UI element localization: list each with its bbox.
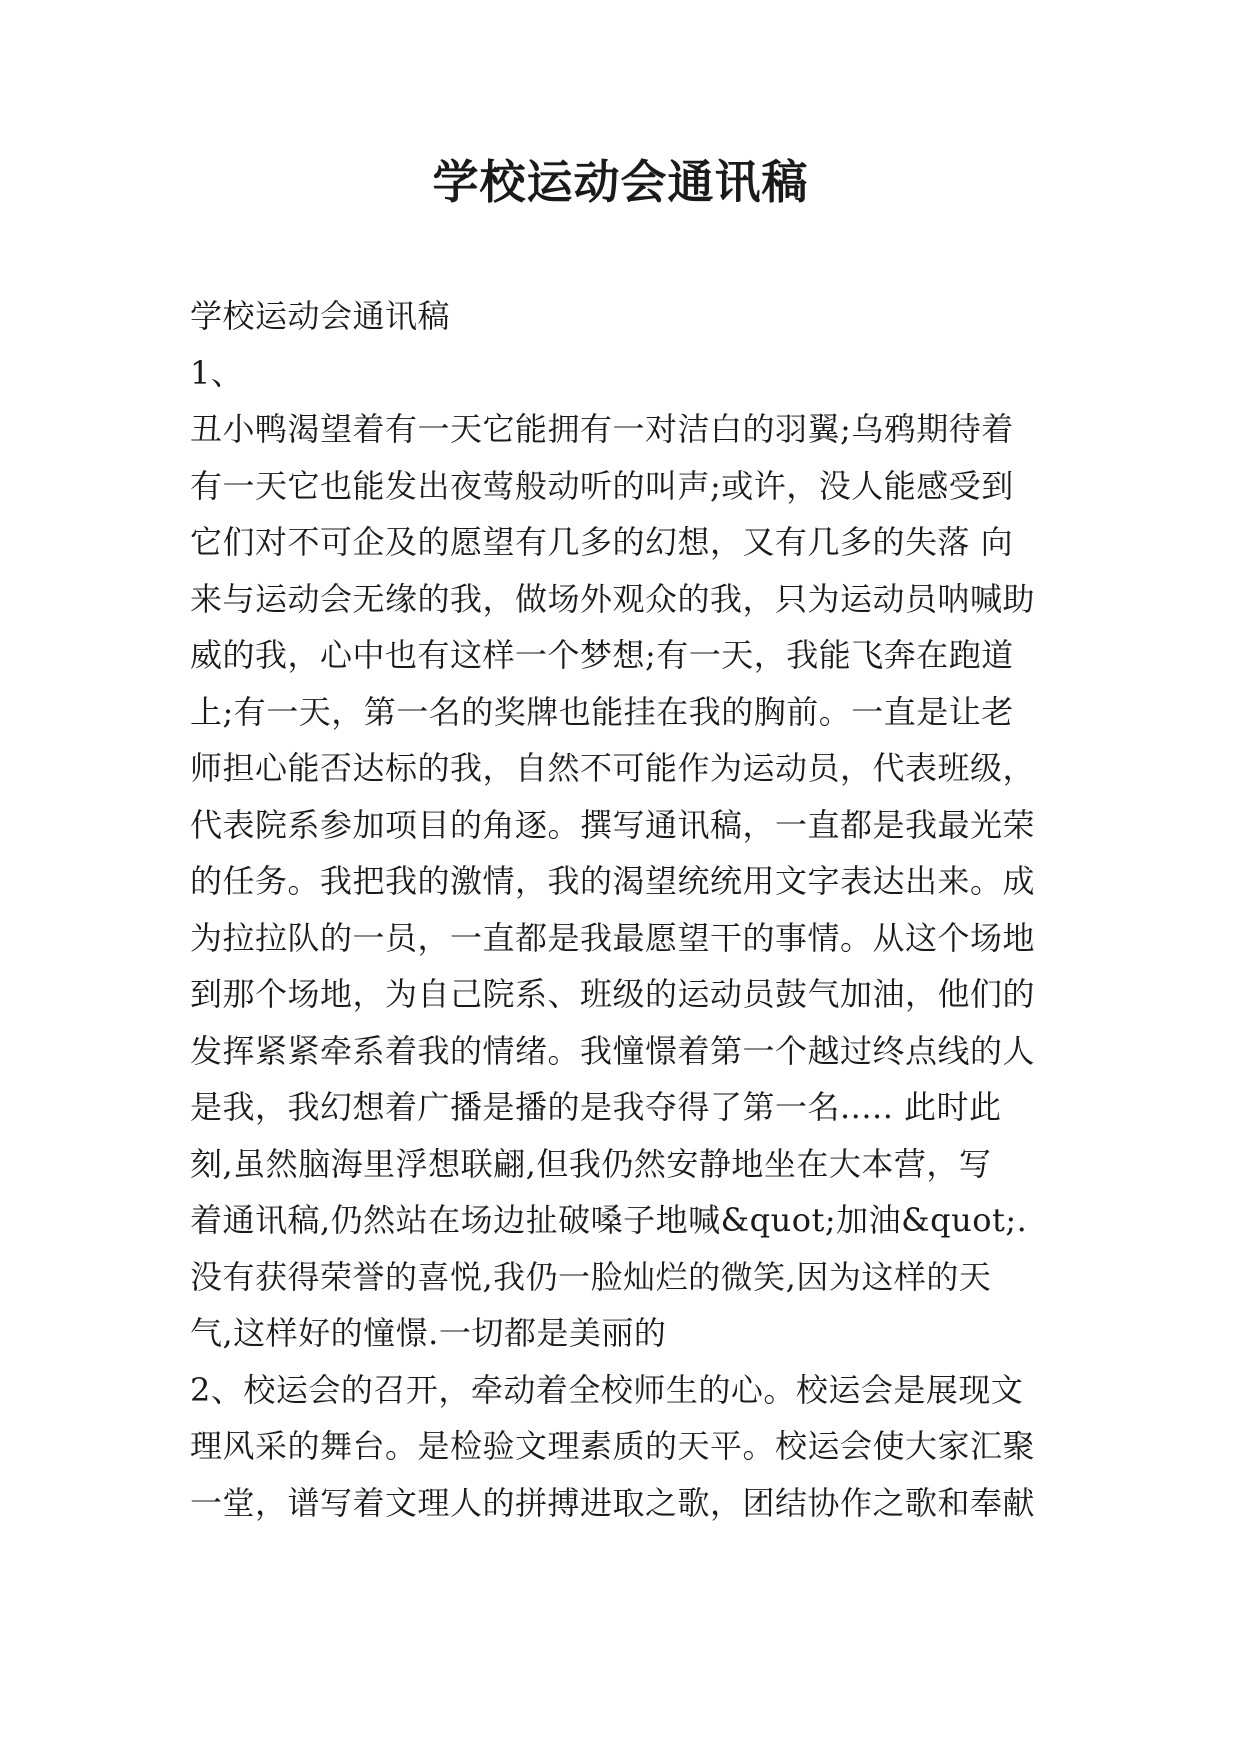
body-line: 代表院系参加项目的角逐。撰写通讯稿，一直都是我最光荣 — [190, 805, 1036, 844]
body-line: 一堂，谱写着文理人的拼搏进取之歌，团结协作之歌和奉献 — [190, 1483, 1036, 1522]
body-line: 的任务。我把我的激情，我的渴望统统用文字表达出来。成 — [190, 862, 1036, 900]
body-line: 着通讯稿,仍然站在场边扯破嗓子地喊&quot;加油&quot;. — [190, 1201, 1028, 1239]
body-line: 气,这样好的憧憬.一切都是美丽的 — [190, 1314, 667, 1352]
document-title: 学校运动会通讯稿 — [432, 155, 809, 209]
body-line: 发挥紧紧牵系着我的情绪。我憧憬着第一个越过终点线的人 — [190, 1031, 1036, 1070]
body-line: 2、校运会的召开，牵动着全校师生的心。校运会是展现文 — [190, 1370, 1024, 1409]
body-line: 学校运动会通讯稿 — [190, 297, 451, 335]
document-body — [190, 288, 1052, 1531]
body-line: 上;有一天，第一名的奖牌也能挂在我的胸前。一直是让老 — [190, 692, 1014, 731]
body-line: 丑小鸭渴望着有一天它能拥有一对洁白的羽翼;乌鸦期待着 — [190, 410, 1014, 448]
body-line: 师担心能否达标的我，自然不可能作为运动员，代表班级， — [190, 749, 1036, 787]
body-line: 它们对不可企及的愿望有几多的幻想，又有几多的失落 向 — [190, 523, 1014, 561]
body-line: 理风采的舞台。是检验文理素质的天平。校运会使大家汇聚 — [190, 1427, 1036, 1465]
body-line: 到那个场地，为自己院系、班级的运动员鼓气加油，他们的 — [190, 975, 1036, 1013]
body-line: 是我，我幻想着广播是播的是我夺得了第一名..... 此时此 — [190, 1088, 1002, 1126]
body-line: 有一天它也能发出夜莺般动听的叫声;或许，没人能感受到 — [190, 466, 1014, 505]
body-line: 为拉拉队的一员，一直都是我最愿望干的事情。从这个场地 — [190, 918, 1036, 957]
body-line: 1、 — [190, 353, 244, 392]
body-line: 威的我，心中也有这样一个梦想;有一天，我能飞奔在跑道 — [190, 636, 1014, 674]
body-line: 刻,虽然脑海里浮想联翩,但我仍然安静地坐在大本营，写 — [190, 1144, 992, 1183]
body-line: 来与运动会无缘的我，做场外观众的我，只为运动员呐喊助 — [190, 579, 1036, 618]
body-line: 没有获得荣誉的喜悦,我仍一脸灿烂的微笑,因为这样的天 — [190, 1257, 992, 1296]
